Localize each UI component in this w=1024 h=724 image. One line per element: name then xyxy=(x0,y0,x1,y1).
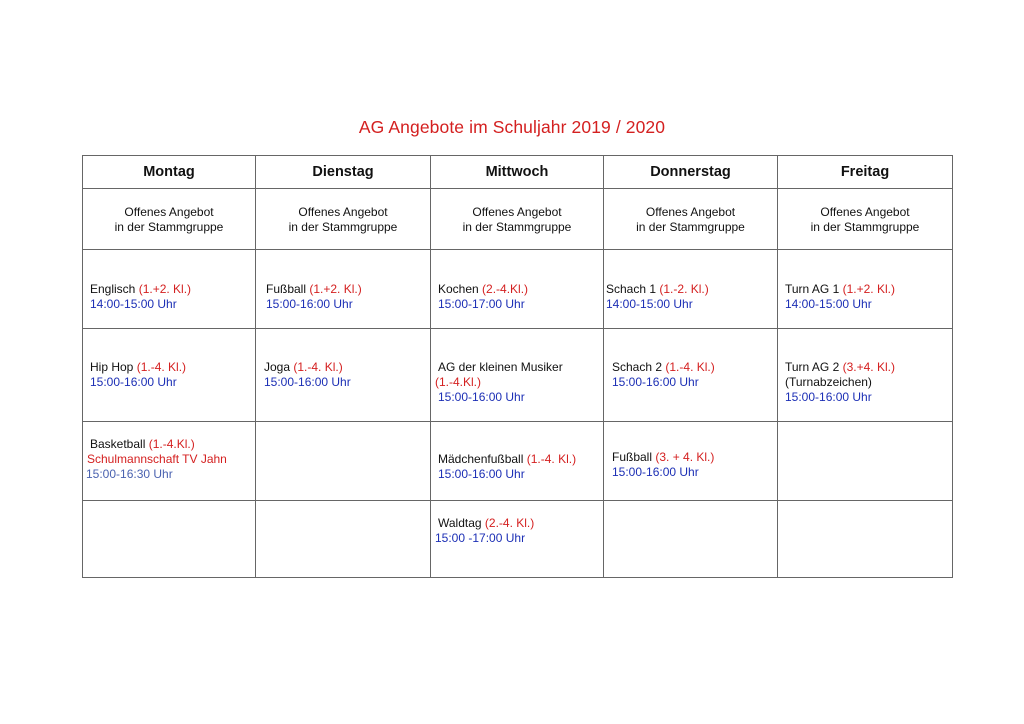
open-offer-cell-monday xyxy=(83,189,256,250)
open-offer-line2: in der Stammgruppe xyxy=(114,220,224,234)
header-wednesday: Mittwoch xyxy=(431,156,604,189)
open-offer-line2: in der Stammgruppe xyxy=(810,220,920,234)
cell-thursday-2 xyxy=(604,329,778,422)
cell-thursday-1 xyxy=(604,250,778,329)
open-offer-line2: in der Stammgruppe xyxy=(636,220,745,234)
open-offer-cell-thursday xyxy=(604,189,778,250)
open-offer-cell-friday xyxy=(778,189,953,250)
activity-grade: (1.+2. Kl.) xyxy=(309,282,362,296)
activity-time: 15:00-16:00 Uhr xyxy=(90,375,177,389)
schedule-row-3 xyxy=(83,422,953,501)
cell-friday-3 xyxy=(778,422,953,501)
cell-thursday-3 xyxy=(604,422,778,501)
activity-note: Schulmannschaft TV Jahn xyxy=(87,452,227,466)
activity-name: Basketball xyxy=(90,437,146,451)
activity-time: 14:00-15:00 Uhr xyxy=(606,297,693,311)
activity-time: 15:00-16:00 Uhr xyxy=(612,465,699,479)
activity-name: Schach 2 xyxy=(612,360,663,374)
activity-name: Waldtag xyxy=(438,516,482,530)
activity-time: 15:00-16:00 Uhr xyxy=(612,375,699,389)
activity-grade: (3.+4. Kl.) xyxy=(842,360,895,374)
activity-grade: (1.+2. Kl.) xyxy=(138,282,192,296)
activity-grade: (2.-4. Kl.) xyxy=(484,516,535,530)
open-offer-cell-tuesday xyxy=(256,189,431,250)
cell-friday-1 xyxy=(778,250,953,329)
activity-grade: (1.-2. Kl.) xyxy=(659,282,709,296)
open-offer-cell-wednesday xyxy=(431,189,604,250)
schedule-row-1 xyxy=(83,250,953,329)
open-offer-line2: in der Stammgruppe xyxy=(288,220,398,234)
open-offer-row xyxy=(83,189,953,250)
activity-grade: (1.-4.Kl.) xyxy=(148,437,195,451)
activity-name: Fußball xyxy=(266,282,307,296)
activity-grade: (2.-4.Kl.) xyxy=(482,282,529,296)
open-offer-line1: Offenes Angebot xyxy=(472,205,562,219)
cell-friday-2 xyxy=(778,329,953,422)
activity-time: 15:00-16:00 Uhr xyxy=(264,375,351,389)
cell-monday-3 xyxy=(83,422,256,501)
activity-grade: (1.-4. Kl.) xyxy=(526,452,577,466)
header-friday: Freitag xyxy=(778,156,953,189)
activity-grade: (1.-4. Kl.) xyxy=(136,360,187,374)
cell-wednesday-4 xyxy=(431,501,604,578)
cell-tuesday-2 xyxy=(256,329,431,422)
activity-name: Kochen xyxy=(438,282,479,296)
open-offer-line1: Offenes Angebot xyxy=(298,205,388,219)
activity-name: Mädchenfußball xyxy=(438,452,524,466)
cell-tuesday-3 xyxy=(256,422,431,501)
activity-name: Joga xyxy=(264,360,291,374)
activity-note: (Turnabzeichen) xyxy=(785,375,872,389)
schedule-table xyxy=(82,155,953,578)
cell-thursday-4 xyxy=(604,501,778,578)
header-monday: Montag xyxy=(83,156,256,189)
activity-time: 15:00-17:00 Uhr xyxy=(438,297,525,311)
header-thursday: Donnerstag xyxy=(604,156,778,189)
activity-grade: (1.+2. Kl.) xyxy=(842,282,895,296)
header-tuesday: Dienstag xyxy=(256,156,431,189)
activity-name: Hip Hop xyxy=(90,360,134,374)
header-row xyxy=(83,156,953,189)
activity-name: Schach 1 xyxy=(606,282,657,296)
activity-time: 14:00-15:00 Uhr xyxy=(90,297,177,311)
activity-name: Turn AG 2 xyxy=(785,360,840,374)
activity-time: 15:00-16:00 Uhr xyxy=(785,390,872,404)
cell-wednesday-2 xyxy=(431,329,604,422)
activity-name: Fußball xyxy=(612,450,653,464)
activity-grade: (1.-4. Kl.) xyxy=(293,360,343,374)
activity-grade: (1.-4. Kl.) xyxy=(665,360,715,374)
activity-time: 14:00-15:00 Uhr xyxy=(785,297,872,311)
cell-tuesday-1 xyxy=(256,250,431,329)
cell-friday-4 xyxy=(778,501,953,578)
cell-wednesday-3 xyxy=(431,422,604,501)
cell-monday-2 xyxy=(83,329,256,422)
activity-grade: (1.-4.Kl.) xyxy=(435,375,482,389)
schedule-row-4 xyxy=(83,501,953,578)
activity-name: Turn AG 1 xyxy=(785,282,840,296)
page-title: AG Angebote im Schuljahr 2019 / 2020 xyxy=(358,117,666,137)
open-offer-line1: Offenes Angebot xyxy=(124,205,214,219)
activity-time: 15:00-16:00 Uhr xyxy=(266,297,353,311)
schedule-row-2 xyxy=(83,329,953,422)
cell-tuesday-4 xyxy=(256,501,431,578)
activity-grade: (3. + 4. Kl.) xyxy=(655,450,715,464)
open-offer-line2: in der Stammgruppe xyxy=(462,220,572,234)
cell-monday-1 xyxy=(83,250,256,329)
activity-time: 15:00 -17:00 Uhr xyxy=(435,531,526,545)
activity-time: 15:00-16:00 Uhr xyxy=(438,390,525,404)
open-offer-line1: Offenes Angebot xyxy=(820,205,910,219)
open-offer-line1: Offenes Angebot xyxy=(645,205,736,219)
activity-time: 15:00-16:00 Uhr xyxy=(438,467,525,481)
activity-name: Englisch xyxy=(90,282,136,296)
activity-time: 15:00-16:30 Uhr xyxy=(86,467,173,481)
cell-monday-4 xyxy=(83,501,256,578)
activity-name: AG der kleinen Musiker xyxy=(438,360,563,374)
cell-wednesday-1 xyxy=(431,250,604,329)
